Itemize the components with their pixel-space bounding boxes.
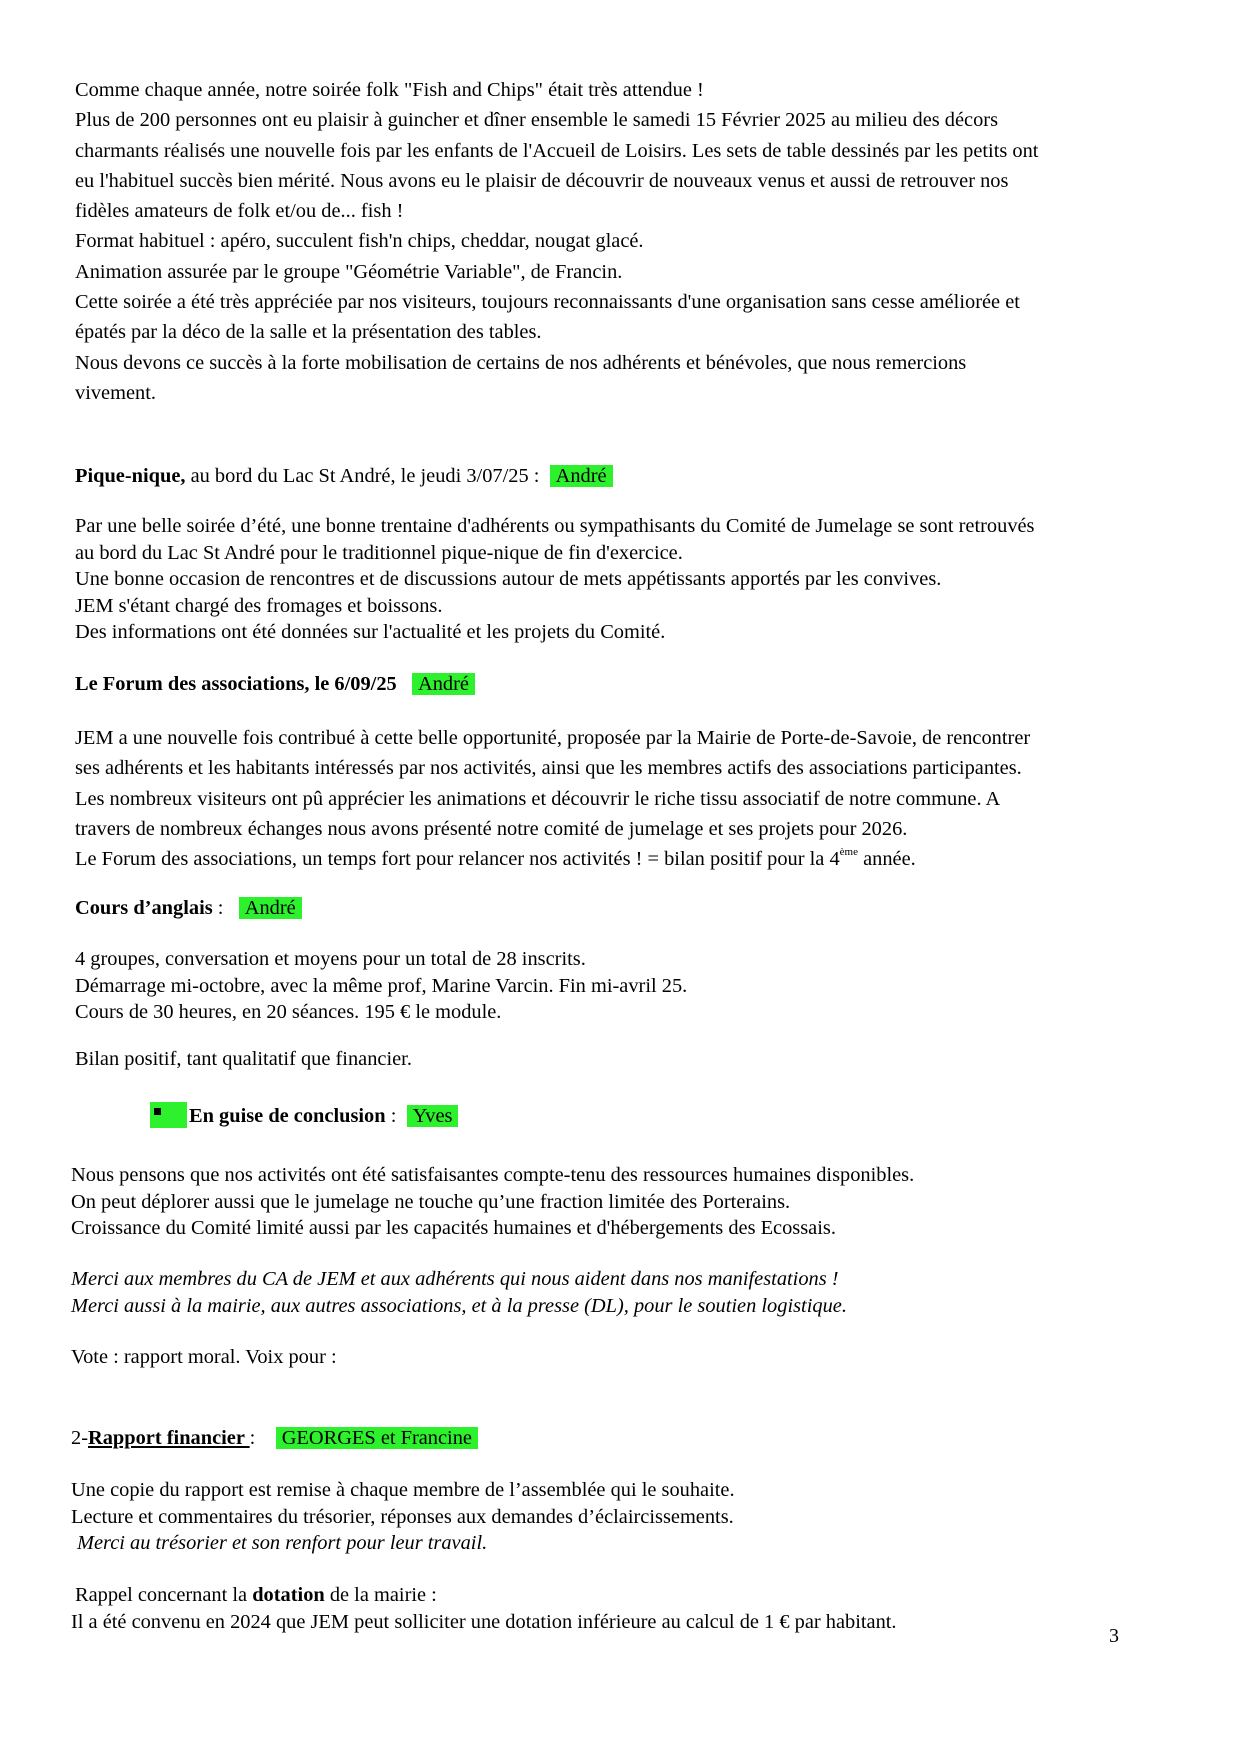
intro-line: fidèles amateurs de folk et/ou de... fish ! [75, 200, 404, 223]
picnic-heading [75, 461, 1175, 491]
picnic-line: Des informations ont été données sur l'actualité et les projets du Comité. [75, 621, 666, 643]
intro-line: Plus de 200 personnes ont eu plaisir à guincher et dîner ensemble le samedi 15 Février 2025 au milieu des décors [75, 109, 999, 132]
forum-line: ses adhérents et les habitants intéressés par nos activités, ainsi que les membres actifs des associations participantes. [75, 757, 1022, 780]
picnic-title: Pique-nique, [75, 465, 186, 487]
english-heading: Cours d’anglais : André [75, 893, 1175, 923]
picnic-subtitle: au bord du Lac St André, le jeudi 3/07/25 : [185, 465, 540, 487]
english-line: Démarrage mi-octobre, avec la même prof, Marine Varcin. Fin mi-avril 25. [75, 974, 688, 997]
conclusion-title: En guise de conclusion [189, 1105, 386, 1127]
english-person-highlight: André [239, 897, 302, 919]
english-line: Cours de 30 heures, en 20 séances. 195 € le module. [75, 1001, 502, 1023]
forum-line: JEM a une nouvelle fois contribué à cette belle opportunité, proposée par la Mairie de Porte-de-Savoie, de rencontrer [75, 727, 1031, 749]
intro-line: Animation assurée par le groupe "Géométrie Variable", de Francin. [75, 260, 623, 283]
dotation-reminder: Rappel concernant la dotation de la mairie : Il a été convenu en 2024 que JEM peut solliciter une dotation inférieure au calcul de 1 € par habitant. [75, 1582, 1175, 1635]
bullet-icon [150, 1102, 187, 1128]
financial-body [71, 1477, 1171, 1557]
financial-line: Une copie du rapport est remise à chaque membre de l’assemblée qui le souhaite. [71, 1479, 735, 1501]
intro-line: eu l'habituel succès bien mérité. Nous avons eu le plaisir de découvrir de nouveaux venus et aussi de retrouver nos [75, 169, 1009, 192]
picnic-body [75, 513, 1175, 646]
conclusion-thanks: Merci aux membres du CA de JEM et aux adhérents qui nous aident dans nos manifestations ! Merci aussi à la mairie, aux autres associations, et à la presse (DL), pour le soutien logistique. [71, 1268, 847, 1317]
conclusion-line: Croissance du Comité limité aussi par les capacités humaines et d'hébergements des Ecossais. [71, 1217, 836, 1239]
picnic-line: JEM s'étant chargé des fromages et boissons. [75, 594, 443, 617]
english-body [75, 946, 1175, 1026]
intro-section [75, 75, 1175, 408]
conclusion-line: Nous pensons que nos activités ont été satisfaisantes compte-tenu des ressources humaines disponibles. [71, 1164, 915, 1186]
financial-thanks: Merci au trésorier et son renfort pour leur travail. [77, 1532, 488, 1554]
picnic-line: au bord du Lac St André pour le traditionnel pique-nique de fin d'exercice. [75, 541, 683, 564]
forum-line: Les nombreux visiteurs ont pû apprécier les animations et découvrir le riche tissu associatif de notre commune. A [75, 787, 1001, 810]
english-summary: Bilan positif, tant qualitatif que financier. [75, 1048, 412, 1070]
english-line: 4 groupes, conversation et moyens pour un total de 28 inscrits. [75, 948, 586, 970]
picnic-line: Par une belle soirée d’été, une bonne trentaine d'adhérents ou sympathisants du Comité de Jumelage se sont retrouvés [75, 515, 1035, 537]
forum-line-last: Le Forum des associations, un temps fort pour relancer nos activités ! = bilan positif pour la 4ème année. [75, 846, 916, 871]
dotation-line: Il a été convenu en 2024 que JEM peut solliciter une dotation inférieure au calcul de 1 € par habitant. [71, 1610, 897, 1633]
forum-line: travers de nombreux échanges nous avons présenté notre comité de jumelage et ses projets pour 2026. [75, 817, 908, 840]
picnic-person-highlight: André [550, 465, 613, 487]
forum-title: Le Forum des associations, le 6/09/25 [75, 673, 397, 695]
forum-person-highlight: André [412, 673, 475, 695]
intro-line: charmants réalisés une nouvelle fois par les enfants de l'Accueil de Loisirs. Les sets de table dessinés par les petits ont [75, 139, 1039, 162]
financial-heading: 2-Rapport financier : GEORGES et Francine [71, 1423, 1171, 1453]
vote-line: Vote : rapport moral. Voix pour : [71, 1346, 337, 1368]
english-title: Cours d’anglais [75, 897, 213, 919]
conclusion-person-highlight: Yves [407, 1105, 459, 1127]
intro-line: épatés par la déco de la salle et la présentation des tables. [75, 321, 542, 344]
conclusion-body [71, 1162, 1171, 1242]
financial-person-highlight: GEORGES et Francine [276, 1427, 478, 1449]
intro-line: Nous devons ce succès à la forte mobilisation de certains de nos adhérents et bénévoles, que nous remercions [75, 351, 967, 374]
forum-heading [75, 669, 1175, 699]
financial-line: Lecture et commentaires du trésorier, réponses aux demandes d’éclaircissements. [71, 1505, 734, 1528]
page-number: 3 [1109, 1625, 1119, 1647]
financial-title: Rapport financier [88, 1427, 250, 1449]
conclusion-heading: En guise de conclusion : Yves [150, 1101, 1240, 1131]
forum-body [75, 723, 1175, 874]
conclusion-line: On peut déplorer aussi que le jumelage ne touche qu’une fraction limitée des Porterains. [71, 1190, 791, 1213]
intro-line: vivement. [75, 381, 156, 404]
picnic-line: Une bonne occasion de rencontres et de discussions autour de mets appétissants apportés par les convives. [75, 568, 942, 590]
intro-line: Format habituel : apéro, succulent fish'n chips, cheddar, nougat glacé. [75, 230, 644, 253]
intro-line: Cette soirée a été très appréciée par nos visiteurs, toujours reconnaissants d'une organisation sans cesse améliorée et [75, 291, 1020, 314]
intro-line: Comme chaque année, notre soirée folk "Fish and Chips" était très attendue ! [75, 79, 704, 101]
